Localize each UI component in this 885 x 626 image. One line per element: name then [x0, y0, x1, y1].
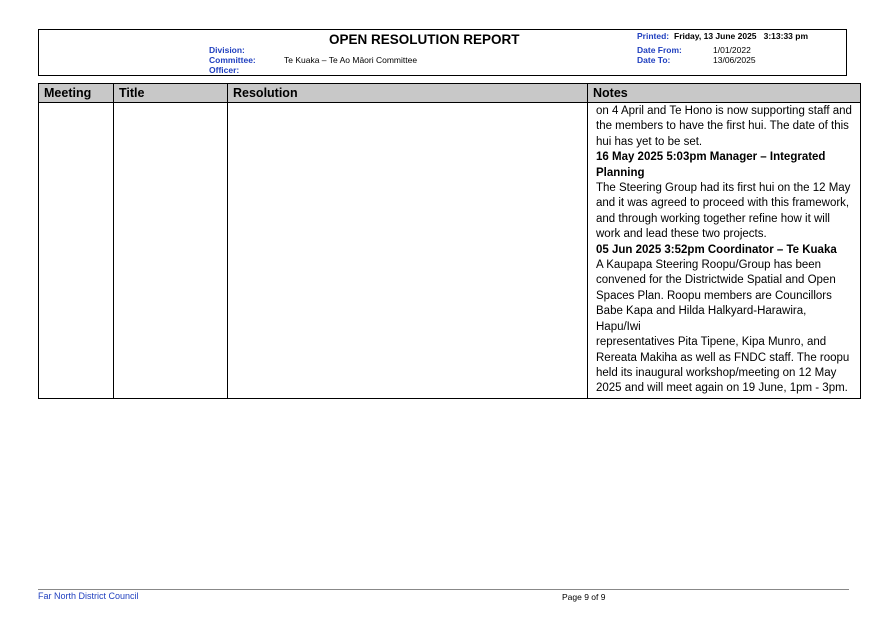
printed-label: Printed: [637, 31, 670, 41]
note-line: Babe Kapa and Hilda Halkyard-Harawira, Hapu/Iwi [596, 305, 807, 333]
note-line: convened for the Districtwide Spatial and Open [596, 274, 836, 287]
note-line: Rereata Makiha as well as FNDC staff. The roopu [596, 351, 850, 364]
resolution-cell [228, 103, 588, 399]
committee-label: Committee: [209, 55, 256, 65]
date-to-label: Date To: [637, 55, 671, 65]
page-number: Page 9 of 9 [562, 592, 606, 602]
division-label: Division: [209, 45, 245, 55]
note-heading: 05 Jun 2025 3:52pm Coordinator – Te Kuaka [596, 243, 837, 256]
title-cell [114, 103, 228, 399]
column-header-resolution: Resolution [228, 84, 588, 103]
footer-organisation: Far North District Council [38, 591, 139, 601]
note-heading: 16 May 2025 5:03pm Manager – Integrated [596, 151, 826, 164]
note-line: Spaces Plan. Roopu members are Councillors [596, 289, 832, 302]
table-header-row [39, 84, 861, 103]
notes-cell [588, 103, 861, 399]
officer-label: Officer: [209, 65, 240, 75]
committee-value: Te Kuaka – Te Ao Māori Committee [284, 55, 418, 65]
column-header-notes: Notes [588, 84, 861, 103]
note-line: 2025 and will meet again on 19 June, 1pm - 3pm. [596, 382, 848, 395]
column-header-meeting: Meeting [39, 84, 114, 103]
note-line: the members to have the first hui. The date of this [596, 120, 849, 133]
note-line: work and lead these two projects. [596, 228, 767, 241]
table-row [39, 103, 861, 399]
footer-divider [38, 589, 849, 590]
date-from-value: 1/01/2022 [713, 45, 751, 55]
note-line: A Kaupapa Steering Roopu/Group has been [596, 259, 822, 272]
report-header [38, 29, 847, 76]
printed-value: Friday, 13 June 2025 3:13:33 pm [674, 31, 809, 41]
note-line: The Steering Group had its first hui on the 12 May [596, 182, 851, 195]
note-heading: Planning [596, 166, 645, 179]
note-line: hui has yet to be set. [596, 135, 703, 148]
column-header-title: Title [114, 84, 228, 103]
resolution-table [38, 83, 861, 399]
note-line: on 4 April and Te Hono is now supporting staff and [596, 105, 852, 117]
note-line: and it was agreed to proceed with this framework, [596, 197, 850, 210]
date-from-label: Date From: [637, 45, 682, 55]
meeting-cell [39, 103, 114, 399]
date-to-value: 13/06/2025 [713, 55, 756, 65]
note-line: and through working together refine how it will [596, 212, 830, 225]
note-line: representatives Pita Tipene, Kipa Munro, and [596, 336, 827, 349]
note-line: held its inaugural workshop/meeting on 12 May [596, 366, 837, 379]
report-title: OPEN RESOLUTION REPORT [329, 32, 520, 47]
